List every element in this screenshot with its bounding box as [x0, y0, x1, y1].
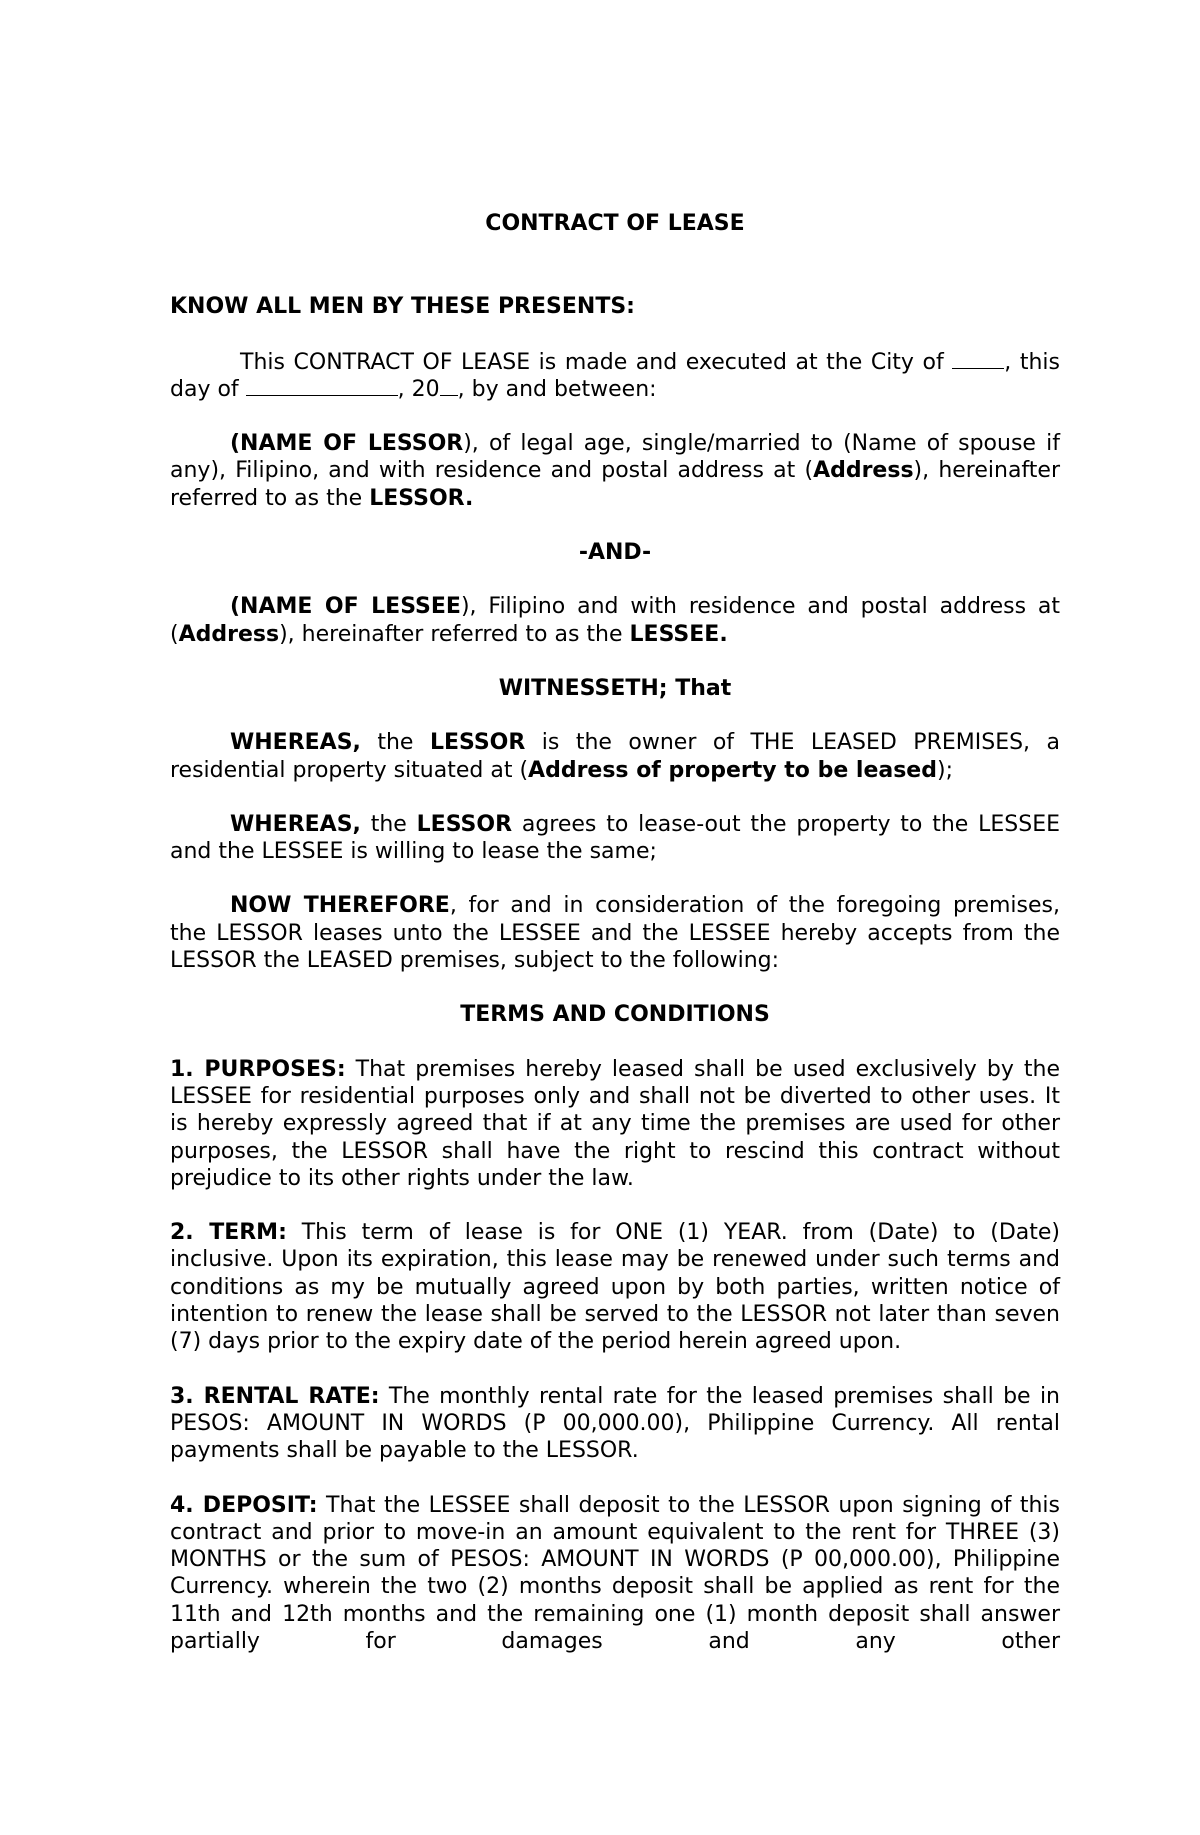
lessor-label: LESSOR. [369, 485, 474, 511]
whereas-paragraph-2: WHEREAS, the LESSOR agrees to lease-out the property to the LESSEE and the LESSEE is willing to lease the same; [170, 811, 1061, 865]
and-heading: -AND- [578, 540, 652, 566]
term-deposit: 4. DEPOSIT: That the LESSEE shall deposit to the LESSOR upon signing of this contract and prior to move-in an amount equivalent to the rent for THREE (3) MONTHS or the sum of PESOS: AMOUNT IN WORDS (P 00,000.00), Philippine Currency. wherein the two (2) months deposit shall be applied as rent for the 11th and 12th months and the remaining one (1) month deposit shall answer partially for damages and any other [170, 1492, 1060, 1654]
lessee-label: LESSEE. [629, 621, 728, 647]
whereas-paragraph-1: WHEREAS, the LESSOR is the owner of THE LEASED PREMISES, a residential property situated at (Address of property to be leased); [170, 730, 1060, 783]
term-term: 2. TERM: This term of lease is for ONE (1) YEAR. from (Date) to (Date) inclusive. Upon its expiration, this lease may be renewed under such terms and conditions as my be mutually agreed upon by both parties, written notice of intention to renew the lease shall be served to the LESSOR not later than seven (7) days prior to the expiry date of the period herein agreed upon. [170, 1220, 1060, 1355]
lessee-paragraph: (NAME OF LESSEE), Filipino and with residence and postal address at (Address), hereinafter referred to as the LESSEE. [170, 594, 1060, 647]
witnesseth-heading: WITNESSETH; That [498, 675, 732, 701]
day-blank [246, 377, 398, 396]
term-purposes: 1. PURPOSES: That premises hereby leased shall be used exclusively by the LESSEE for residential purposes only and shall not be diverted to other uses. It is hereby expressly agreed that if at any time the premises are used for other purposes, the LESSOR shall have the right to rescind this contract without prejudice to its other rights under the law. [170, 1056, 1060, 1191]
opening-phrase: KNOW ALL MEN BY THESE PRESENTS: [170, 294, 635, 320]
now-therefore-paragraph: NOW THEREFORE, for and in consideration of the foregoing premises, the LESSOR leases unto the LESSEE and the LESSEE hereby accepts from the LESSOR the LEASED premises, subject to the following: [170, 893, 1060, 974]
year-blank [440, 377, 458, 396]
intro-paragraph: This CONTRACT OF LEASE is made and executed at the City of , this day of , 20 , by and between: [170, 349, 1060, 402]
property-address: Address of property to be leased [528, 757, 937, 783]
term-rental-rate: 3. RENTAL RATE: The monthly rental rate for the leased premises shall be in PESOS: AMOUNT IN WORDS (P 00,000.00), Philippine Currency. All rental payments shall be payable to the LESSOR. [170, 1383, 1060, 1464]
document-page [170, 210, 1060, 1682]
lessee-address: Address [178, 621, 280, 647]
city-blank [952, 350, 1004, 369]
document-title: CONTRACT OF LEASE [485, 211, 745, 236]
terms-heading: TERMS AND CONDITIONS [460, 1002, 770, 1028]
lessor-address: Address [813, 458, 914, 484]
lessor-name: (NAME OF LESSOR [230, 431, 464, 457]
lessor-paragraph: (NAME OF LESSOR), of legal age, single/married to (Name of spouse if any), Filipino, and with residence and postal address at (Address), hereinafter referred to as the LESSOR. [170, 431, 1060, 511]
lessee-name: (NAME OF LESSEE [230, 594, 461, 620]
